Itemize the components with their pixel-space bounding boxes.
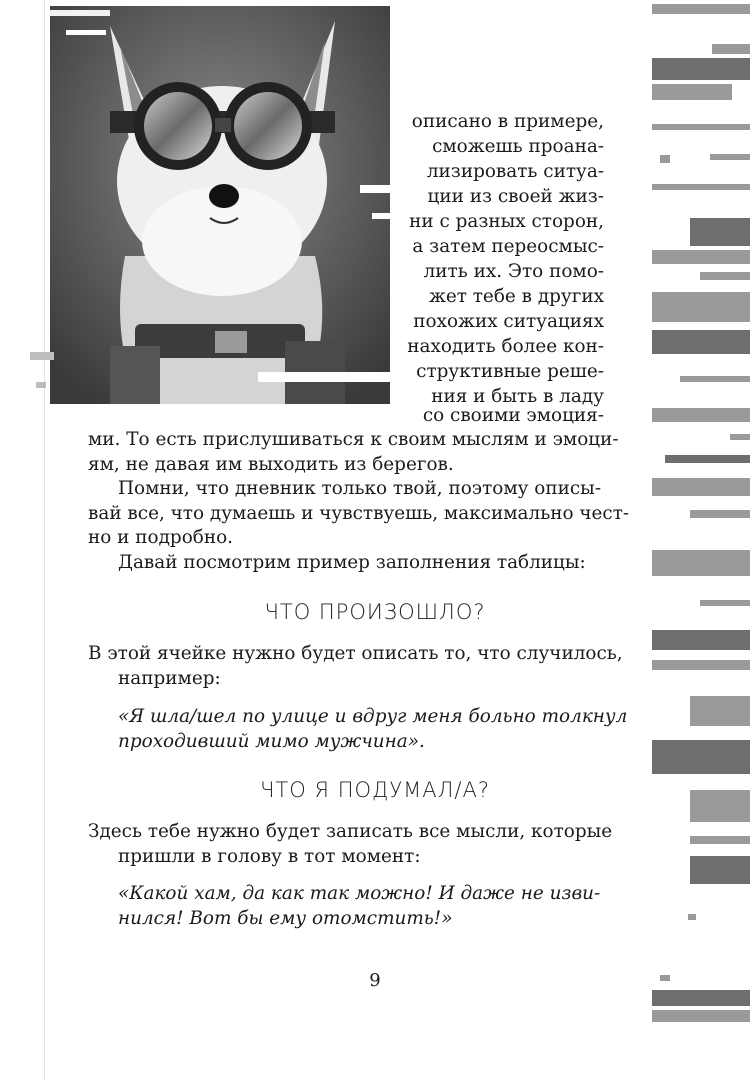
glitch-bar — [36, 382, 46, 388]
body-line: В этой ячейке нужно будет описать то, что случилось, — [88, 643, 623, 664]
body-line: описано в примере, — [411, 111, 604, 132]
body-line: ям, не давая им выходить из берегов. — [88, 454, 454, 475]
body-line: например: — [118, 668, 221, 689]
body-line: но и подробно. — [88, 527, 234, 548]
body-line: а затем переосмыс- — [412, 236, 604, 257]
body-line: сможешь проана- — [432, 136, 604, 157]
section-heading-what-i-thought: ЧТО Я ПОДУМАЛ/А? — [260, 778, 490, 802]
glitch-bar — [50, 10, 110, 16]
body-line: похожих ситуациях — [413, 311, 604, 332]
glitch-bar — [30, 352, 54, 360]
body-line: со своими эмоция- — [422, 405, 604, 426]
body-line: находить более кон- — [407, 336, 604, 357]
glitch-bar — [360, 185, 392, 193]
section-heading-what-happened: ЧТО ПРОИЗОШЛО? — [264, 600, 486, 624]
body-line: ми. То есть прислушиваться к своим мыслям и эмоци- — [88, 429, 619, 450]
dog-goggles-illustration — [50, 6, 390, 404]
body-line: структивные реше- — [416, 361, 604, 382]
body-line: Помни, что дневник только твой, поэтому описы- — [118, 478, 602, 499]
body-line: лить их. Это помо- — [423, 261, 604, 282]
example-line: нился! Вот бы ему отомстить!» — [118, 908, 453, 929]
body-line: Давай посмотрим пример заполнения таблицы: — [118, 552, 586, 573]
page-edge — [44, 0, 45, 1080]
body-line: жет тебе в других — [428, 286, 604, 307]
body-line: вай все, что думаешь и чувствуешь, максимально чест- — [88, 503, 630, 524]
body-line: ния и быть в ладу — [431, 386, 604, 407]
body-line: Здесь тебе нужно будет записать все мысли, которые — [88, 821, 613, 842]
example-line: «Какой хам, да как так можно! И даже не изви- — [118, 883, 601, 904]
glitch-bar — [66, 30, 106, 35]
body-line: ции из своей жиз- — [427, 186, 604, 207]
body-line: пришли в голову в тот момент: — [118, 846, 421, 867]
body-line: ни с разных сторон, — [409, 211, 604, 232]
example-line: «Я шла/шел по улице и вдруг меня больно толкнул — [118, 706, 628, 727]
glitch-bar — [372, 213, 392, 219]
example-line: проходивший мимо мужчина». — [118, 731, 425, 752]
page-number: 9 — [369, 970, 381, 991]
body-line: лизировать ситуа- — [426, 161, 604, 182]
glitch-bar — [258, 372, 390, 382]
